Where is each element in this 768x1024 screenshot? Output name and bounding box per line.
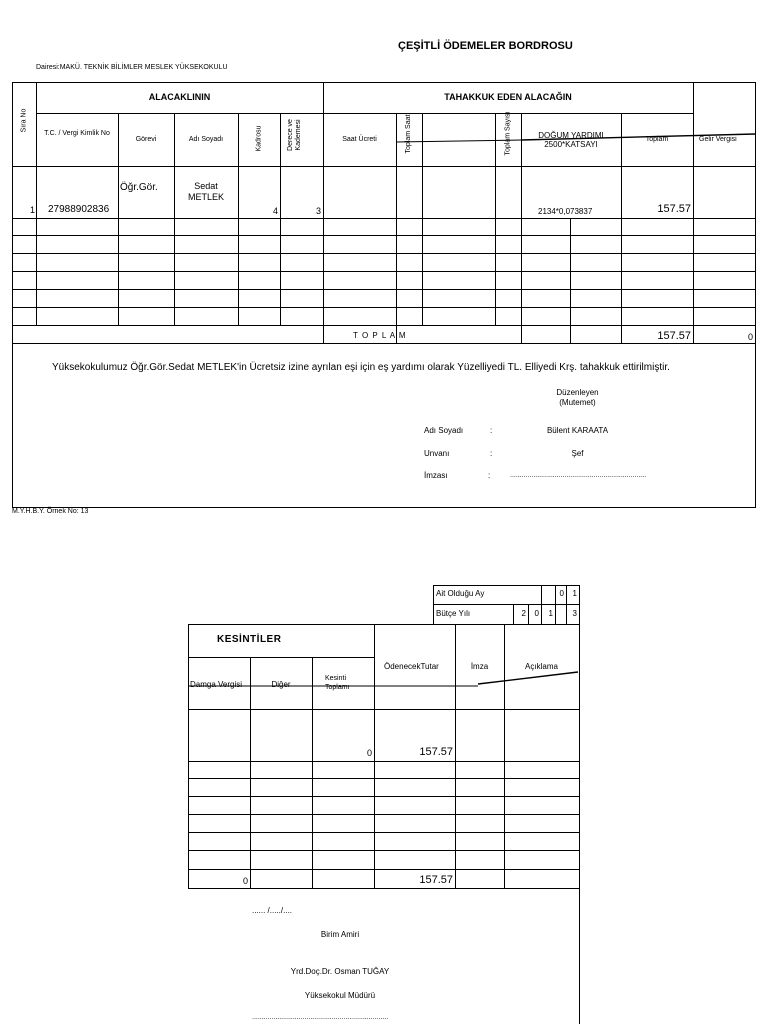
grid-line <box>188 814 579 815</box>
grid-line <box>12 343 755 344</box>
imza-dots: ...................................................................... <box>510 472 647 479</box>
row-tc: 27988902836 <box>48 204 110 215</box>
grid-line <box>12 166 755 167</box>
birim-dots: ...................................................................... <box>252 1014 389 1021</box>
unvani-label: Unvanı <box>424 449 450 458</box>
row-kesinti: 0 <box>366 748 372 758</box>
grid-line <box>188 624 579 625</box>
grid-line <box>238 113 239 325</box>
birim-title: Birim Amiri <box>320 930 360 939</box>
form-no: M.Y.H.B.Y. Örnek No: 13 <box>12 508 89 515</box>
row-derece: 3 <box>315 206 321 216</box>
header-alacaklinin: ALACAKLININ <box>148 92 211 102</box>
grid-line <box>312 657 313 889</box>
grid-line <box>12 253 755 254</box>
butce-digit: 2 <box>521 609 526 618</box>
butce-digit: 0 <box>534 609 539 618</box>
adi-soyadi-label: Adı Soyadı <box>424 426 464 435</box>
header-derece-kademesi: Derece ve Kademesi <box>287 119 302 151</box>
row-odenecek: 157.57 <box>419 746 453 758</box>
grid-line <box>579 585 580 1024</box>
grid-line <box>118 113 119 325</box>
colon: : <box>490 449 493 458</box>
statement-text: Yüksekokulumuz Öğr.Gör.Sedat METLEK'in Ücretsiz izine ayrılan eşi için eş yardımı olarak Yüzelliyedi TL. Elliyedi Krş. tahakkuk ettirilmiştir. <box>52 362 670 373</box>
imzasi-label: İmzası <box>424 471 448 480</box>
toplam-label: T O P L A M <box>353 331 407 340</box>
table-border <box>12 507 756 508</box>
grid-line <box>188 796 579 797</box>
row-sira: 1 <box>30 205 36 215</box>
header-tc-vergi: T.C. / Vergi Kimlik No <box>44 130 110 137</box>
header-aciklama: Açıklama <box>525 662 558 671</box>
grid-line <box>433 585 434 625</box>
dairesi-label: Dairesi:MAKÜ. TEKNİK BİLİMLER MESLEK YÜKSEKOKULU <box>36 64 228 71</box>
header-tahakkuk: TAHAKKUK EDEN ALACAĞIN <box>444 92 572 102</box>
header-odenecek: ÖdenecekTutar <box>384 662 439 671</box>
grid-line <box>188 850 579 851</box>
grid-line <box>36 82 37 325</box>
header-katsayi: 2500*KATSAYI <box>544 140 598 149</box>
grid-line <box>12 218 755 219</box>
toplam-gelir: 0 <box>747 332 753 342</box>
grid-line <box>12 307 755 308</box>
grid-line <box>188 869 579 870</box>
header-toplam-saat: Toplam Saat <box>405 114 412 154</box>
header-sira-no: Sıra No <box>20 108 28 133</box>
grid-line <box>541 585 542 625</box>
grid-line <box>12 235 755 236</box>
grid-line <box>12 325 755 326</box>
birim-name: Yrd.Doç.Dr. Osman TUĞAY <box>290 967 390 976</box>
butce-digit: 3 <box>572 609 577 618</box>
total-odenecek: 157.57 <box>419 874 453 886</box>
header-kadrosu: Kadrosu <box>255 125 263 152</box>
duzenleyen-title: Düzenleyen <box>556 388 599 397</box>
header-kesinti-toplami: Kesinti Toplamı <box>325 675 350 691</box>
total-damga: 0 <box>242 876 248 886</box>
kesintiler-title: KESİNTİLER <box>217 634 282 645</box>
grid-line <box>188 888 579 889</box>
grid-line <box>36 113 693 114</box>
header-gelir-vergisi: Gelir Vergisi <box>699 136 737 143</box>
colon: : <box>488 471 491 480</box>
grid-line <box>12 289 755 290</box>
page-title: ÇEŞİTLİ ÖDEMELER BORDROSU <box>398 40 573 52</box>
grid-line <box>433 585 579 586</box>
birim-role: Yüksekokul Müdürü <box>304 991 376 1000</box>
grid-line <box>570 218 571 343</box>
ait-ay-digit: 0 <box>559 589 564 598</box>
row-adi-soyadi: Sedat METLEK <box>187 181 224 202</box>
grid-line <box>12 271 755 272</box>
ait-oldugu-ay-label: Ait Olduğu Ay <box>436 589 485 598</box>
header-saat-ucreti: Saat Ücreti <box>342 136 377 143</box>
strike-line <box>188 668 580 690</box>
butce-yili-label: Bütçe Yılı <box>436 609 471 618</box>
grid-line <box>250 657 251 889</box>
grid-line <box>188 657 374 658</box>
header-gorevi: Görevi <box>135 136 157 143</box>
grid-line <box>188 778 579 779</box>
grid-line <box>188 832 579 833</box>
grid-line <box>693 82 694 343</box>
grid-line <box>323 82 324 343</box>
colon: : <box>490 426 493 435</box>
header-diger: Diğer <box>271 680 291 689</box>
grid-line <box>174 113 175 325</box>
row-katsayi-value: 2134*0,073837 <box>538 207 593 216</box>
grid-line <box>188 624 189 889</box>
butce-digit: 1 <box>548 609 553 618</box>
header-toplam: Toplam <box>645 136 669 143</box>
adi-soyadi-value: Bülent KARAATA <box>546 426 609 435</box>
table-border <box>12 82 755 83</box>
row-gorevi: Öğr.Gör. <box>120 182 158 193</box>
grid-line <box>433 604 579 605</box>
ait-ay-digit: 1 <box>572 589 577 598</box>
table-border <box>12 82 13 507</box>
header-toplam-sayisi: Toplam Sayısı <box>504 111 512 156</box>
grid-line <box>280 113 281 325</box>
unvani-value: Şef <box>571 449 584 458</box>
duzenleyen-subtitle: (Mutemet) <box>559 398 596 407</box>
toplam-value: 157.57 <box>657 330 691 342</box>
header-adi-soyadi: Adı Soyadı <box>188 136 224 143</box>
grid-line <box>188 761 579 762</box>
header-damga: Damga Vergisi <box>190 680 243 689</box>
birim-date: ...... /...../.... <box>252 906 293 915</box>
row-kadrosu: 4 <box>272 206 278 216</box>
header-imza: İmza <box>470 662 489 671</box>
row-toplam: 157.57 <box>657 203 691 215</box>
header-dogum-yardimi: DOĞUM YARDIMI <box>538 131 604 140</box>
grid-line <box>188 709 579 710</box>
